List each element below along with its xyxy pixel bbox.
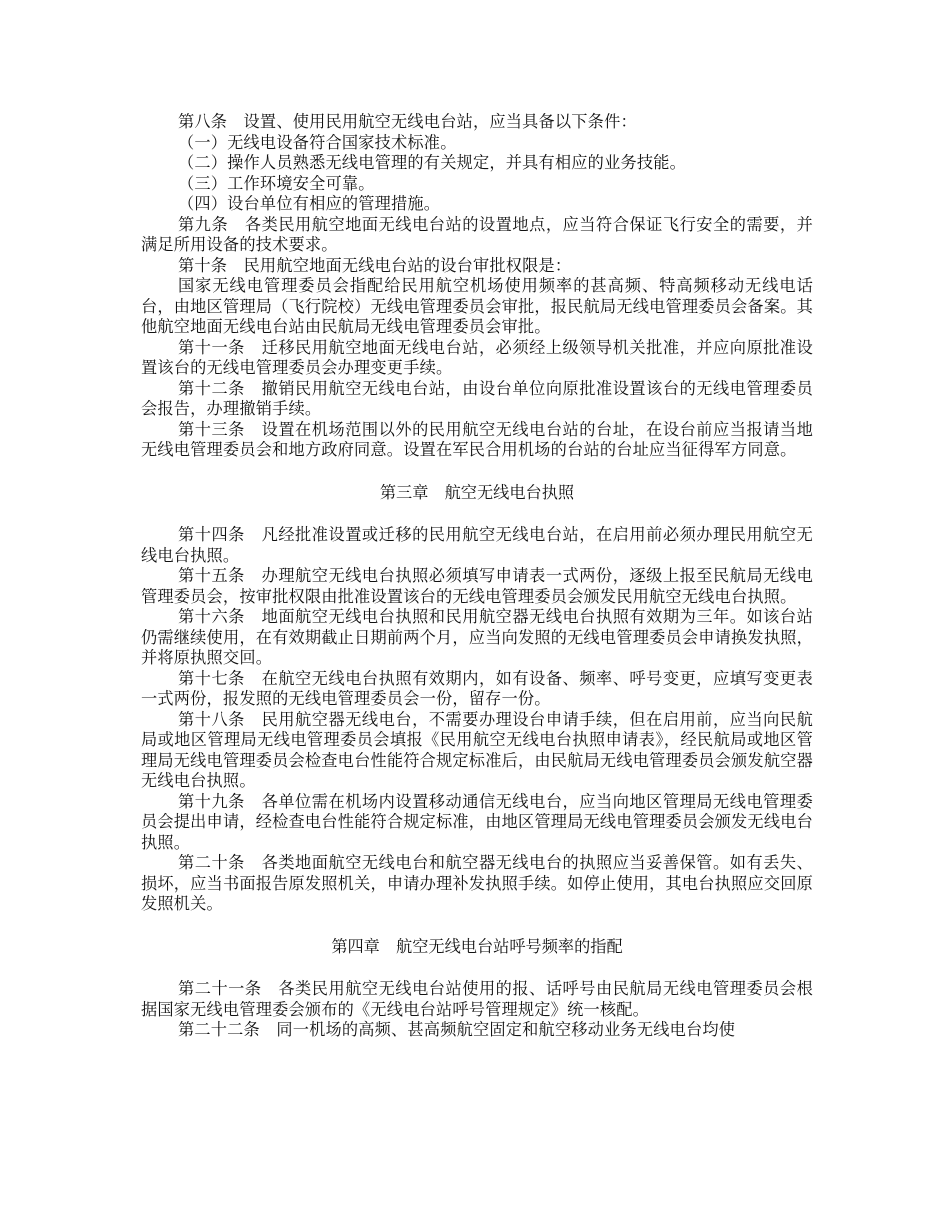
article-22: 第二十二条 同一机场的高频、甚高频航空固定和航空移动业务无线电台均使: [178, 1020, 736, 1039]
article-8-item-2: （二）操作人员熟悉无线电管理的有关规定，并具有相应的业务技能。: [178, 153, 687, 172]
article-19: 第十九条 各单位需在机场内设置移动通信无线电台，应当向地区管理局无线电管理委员会提出申请，经检查电台性能符合规定标准，由地区管理局无线电管理委员会颁发无线电台执照。: [141, 791, 813, 852]
article-21: 第二十一条 各类民用航空无线电台站使用的报、话呼号由民航局无线电管理委员会根据国家无线电管理委会颁布的《无线电台站呼号管理规定》统一核配。: [141, 979, 813, 1019]
article-8-item-3: （三）工作环境安全可靠。: [178, 173, 375, 193]
article-8-item-4: （四）设台单位有相应的管理措施。: [178, 194, 441, 213]
article-8: 第八条 设置、使用民用航空无线电台站，应当具备以下条件：: [178, 112, 637, 131]
article-9: 第九条 各类民用航空地面无线电台站的设置地点，应当符合保证飞行安全的需要，并满足所用设备的技术要求。: [141, 214, 813, 254]
article-13: 第十三条 设置在机场范围以外的民用航空无线电台站的台址，在设台前应当报请当地无线电管理委员会和地方政府同意。设置在军民合用机场的台站的台址应当征得军方同意。: [141, 419, 813, 459]
article-17: 第十七条 在航空无线电台执照有效期内，如有设备、频率、呼号变更，应填写变更表一式两份，报发照的无线电管理委员会一份，留存一份。: [141, 668, 813, 708]
article-11: 第十一条 迁移民用航空地面无线电台站，必须经上级领导机关批准，并应向原批准设置该台的无线电管理委员会办理变更手续。: [141, 337, 813, 377]
article-8-item-1: （一）无线电设备符合国家技术标准。: [178, 132, 457, 152]
document-body: [141, 112, 813, 1041]
article-15: 第十五条 办理航空无线电台执照必须填写申请表一式两份，逐级上报至民航局无线电管理委员会，按审批权限由批准设置该台的无线电管理委员会颁发民用航空无线电台执照。: [141, 566, 813, 606]
article-10: 第十条 民用航空地面无线电台站的设台审批权限是：: [178, 255, 572, 275]
article-14: 第十四条 凡经批准设置或迁移的民用航空无线电台站，在启用前必须办理民用航空无线电台执照。: [141, 525, 813, 565]
article-20: 第二十条 各类地面航空无线电台和航空器无线电台的执照应当妥善保管。如有丢失、损坏，应当书面报告原发照机关，申请办理补发执照手续。如停止使用，其电台执照应交回原发照机关。: [141, 853, 813, 913]
chapter-4-heading: 第四章 航空无线电台站呼号频率的指配: [331, 936, 623, 956]
article-10-body: 国家无线电管理委员会指配给民用航空机场使用频率的甚高频、特高频移动无线电话台，由地区管理局（飞行院校）无线电管理委员会审批，报民航局无线电管理委员会备案。其他航空地面无线电台站由民航局无线电管理委员会审批。: [141, 276, 813, 336]
article-16: 第十六条 地面航空无线电台执照和民用航空器无线电台执照有效期为三年。如该台站仍需继续使用，在有效期截止日期前两个月，应当向发照的无线电管理委员会申请换发执照，并将原执照交回。: [141, 607, 813, 667]
article-18: 第十八条 民用航空器无线电台，不需要办理设台申请手续，但在启用前，应当向民航局或地区管理局无线电管理委员会填报《民用航空无线电台执照申请表》，经民航局或地区管理局无线电管理委员会检查电台性能符合规定标准后，由民航局无线电管理委员会颁发航空器无线电台执照。: [141, 709, 813, 790]
article-12: 第十二条 撤销民用航空无线电台站，由设台单位向原批准设置该台的无线电管理委员会报告，办理撤销手续。: [141, 378, 813, 418]
chapter-3-heading: 第三章 航空无线电台执照: [379, 482, 575, 502]
